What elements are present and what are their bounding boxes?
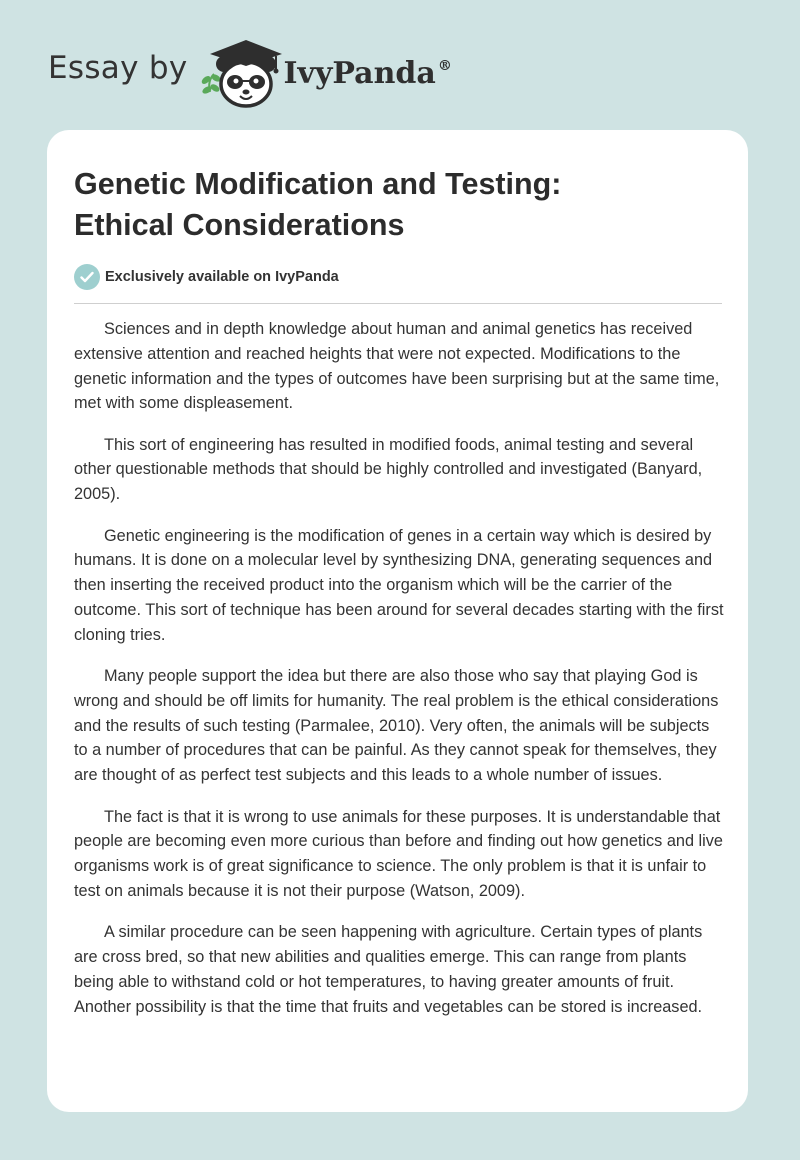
panda-graduation-cap-icon [196,34,288,110]
paragraph: The fact is that it is wrong to use animals for these purposes. It is understandable that people are becoming even more curious than before and finding out how genetics and live organisms work is of great significance to science. The only problem is that it is unfair to test on animals because it is not their purpose (Watson, 2009). [74,807,723,900]
check-circle-icon [74,264,100,290]
paragraph: This sort of engineering has resulted in modified foods, animal testing and several other questionable methods that should be highly controlled and investigated (Banyard, 2005). [74,435,703,504]
site-header [48,34,748,110]
essay-body [74,317,724,1036]
paragraph: A similar procedure can be seen happening with agriculture. Certain types of plants are cross bred, so that new abilities and qualities emerge. This can range from plants being able to withstand cold or hot temperatures, to having greater amounts of fruit. Another possibility is that the time that fruits and vegetables can be stored is increased. [74,923,703,1016]
paragraph: Many people support the idea but there are also those who say that playing God is wrong and should be off limits for humanity. The real problem is the ethical considerations and the results of such testing (Parmalee, 2010). Very often, the animals will be subjects to a number of procedures that can be painful. As they cannot speak for themselves, they are thought of as perfect test subjects and this leads to a whole number of issues. [74,667,719,785]
badge-label: Exclusively available on IvyPanda [105,269,339,285]
divider [74,303,722,304]
title-line-1: Genetic Modification and Testing: [74,167,562,201]
title-line-2: Ethical Considerations [74,208,405,242]
paragraph: Sciences and in depth knowledge about human and animal genetics has received extensive attention and reached heights that were not expected. Modifications to the genetic information and the types of outcomes have been surprising but at the same time, met with some displeasement. [74,320,720,413]
paragraph: Genetic engineering is the modification of genes in a certain way which is desired by humans. It is done on a molecular level by synthesizing DNA, generating sequences and then inserting the received product into the organism which will be the carrier of the outcome. This sort of technique has been around for several decades starting with the first cloning tries. [74,526,724,644]
brand-name[interactable]: IvyPanda ® [283,55,452,91]
essay-by-label: Essay by [48,50,188,86]
essay-card [47,130,748,1112]
page-title [74,164,714,246]
registered-mark: ® [437,57,452,74]
exclusive-badge [74,263,339,291]
